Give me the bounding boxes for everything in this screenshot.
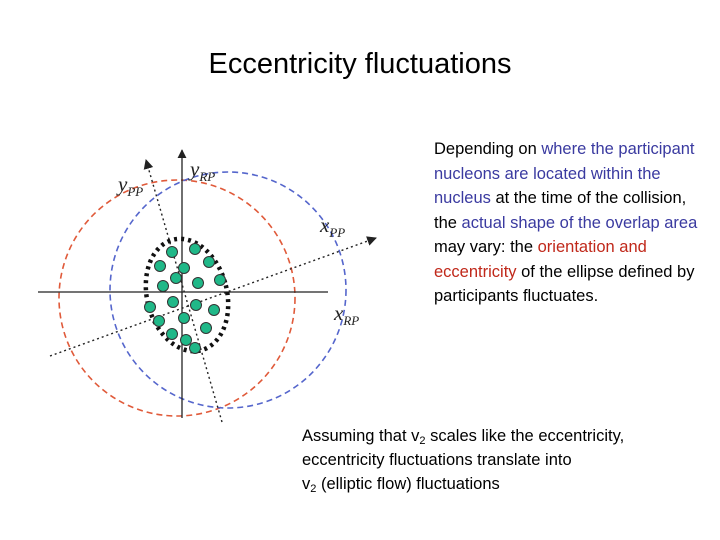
- desc-shape-highlight: actual shape of the overlap area: [461, 213, 698, 232]
- desc-part5: may vary: the: [434, 238, 538, 256]
- note-line-3: $v_2$ (elliptic flow) fluctuations: [302, 475, 500, 495]
- y-pp-label: $y_{PP}$: [118, 172, 144, 199]
- desc-part7: of the ellipse defined by participants fluctuates.: [434, 262, 695, 305]
- v2-note: [302, 424, 712, 496]
- y-pp-axis: [146, 160, 222, 422]
- participant-nucleons: [145, 244, 226, 354]
- slide-title: Eccentricity fluctuations: [208, 48, 512, 80]
- y-rp-label: $y_{RP}$: [190, 157, 216, 184]
- note-line-2: eccentricity fluctuations translate into: [302, 451, 572, 469]
- desc-part1: Depending on: [434, 140, 542, 158]
- desc-location-highlight: where the participant nucleons are located within the nucleus: [434, 140, 695, 207]
- x-pp-label: $x_{PP}$: [320, 213, 346, 240]
- note-line-1: Assuming that $v_2$ scales like the eccentricity,: [302, 427, 625, 447]
- desc-part3: at the time of the collision, the: [434, 189, 687, 232]
- description-text: [434, 137, 704, 309]
- x-rp-label: $x_{RP}$: [334, 301, 360, 328]
- desc-orientation-highlight: orientation and eccentricity: [434, 238, 647, 281]
